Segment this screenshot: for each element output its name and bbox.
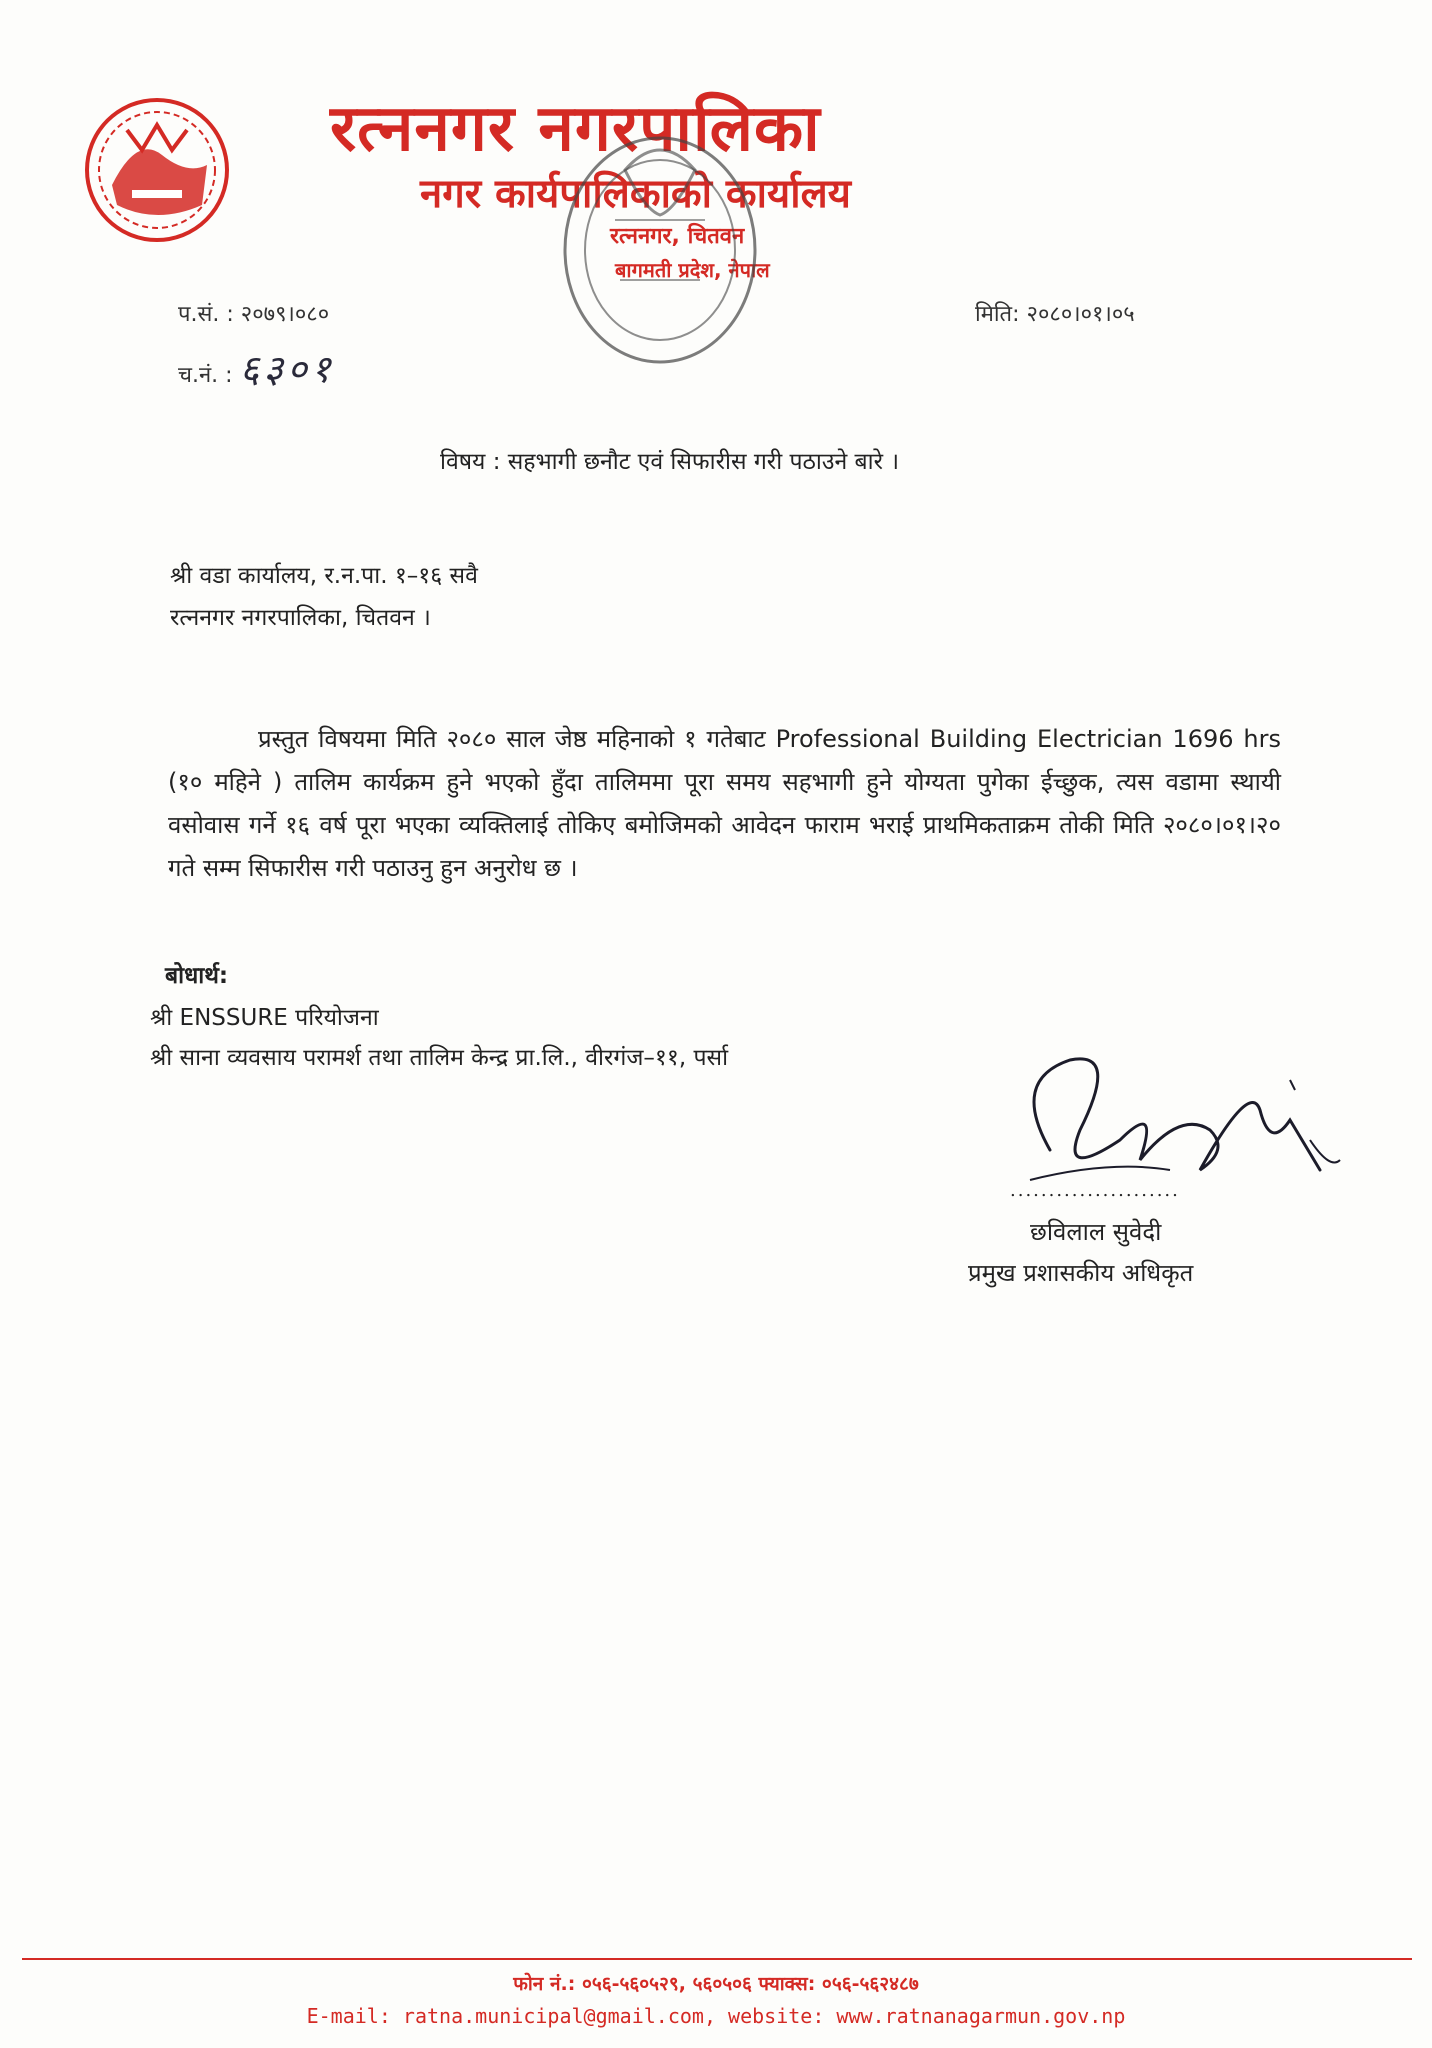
- recipient-line-2: रत्ननगर नगरपालिका, चितवन ।: [170, 605, 431, 631]
- letter-body: [168, 718, 1281, 890]
- date-line: [975, 298, 1135, 328]
- office-province: बागमती प्रदेश, नेपाल: [615, 258, 770, 282]
- date-value: २०८०।०१।०५: [1026, 302, 1135, 327]
- office-location: रत्ननगर, चितवन: [610, 224, 745, 249]
- recipient-line-1: श्री वडा कार्यालय, र.न.पा. १–१६ सवै: [170, 563, 478, 589]
- ps-label: प.सं. :: [178, 302, 234, 327]
- cc-item-2: श्री साना व्यवसाय परामर्श तथा तालिम केन्द्र प्रा.लि., वीरगंज–११, पर्सा: [150, 1045, 729, 1071]
- cn-label: च.नं. :: [178, 363, 233, 388]
- signatory-name: छविलाल सुवेदी: [1030, 1218, 1162, 1246]
- body-paragraph: प्रस्तुत विषयमा मिति २०८० साल जेष्ठ महिनाको १ गतेबाट Professional Building Electrician 1696 hrs (१० महिने ) तालिम कार्यक्रम हुने भएको हुँदा तालिममा पूरा समय सहभागी हुने योग्यता पुगेका ईच्छुक, त्यस वडामा स्थायी वसोवास गर्ने १६ वर्ष पूरा भएका व्यक्तिलाई तोकिए बमोजिमको आवेदन फाराम भराई प्राथमिकताक्रम तोकी मिति २०८०।०१।२० गते सम्म सिफारीस गरी पठाउनु हुन अनुरोध छ ।: [168, 725, 1281, 882]
- footer-divider: [22, 1958, 1412, 1960]
- footer-phone-fax: फोन नं.: ०५६-५६०५२९, ५६०५०६ फ्याक्स: ०५६-५६२४८७: [513, 1973, 919, 1995]
- letter-subject: विषय : सहभागी छनौट एवं सिफारीस गरी पठाउने बारे ।: [440, 449, 900, 475]
- nepal-emblem-logo: [82, 95, 232, 245]
- cn-value-handwritten: ६३०१: [239, 347, 335, 391]
- cn-number-label: [178, 342, 335, 394]
- date-label: मिति:: [975, 302, 1020, 327]
- office-subtitle: नगर कार्यपालिकाको कार्यालय: [420, 171, 851, 217]
- footer-email-website: E-mail: ratna.municipal@gmail.com, website: www.ratnanagarmun.gov.np: [306, 2004, 1126, 2028]
- office-seal-stamp: [555, 100, 765, 370]
- signatory-title: प्रमुख प्रशासकीय अधिकृत: [968, 1259, 1194, 1287]
- ps-number-label: [178, 298, 329, 328]
- ps-value: २०७९।०८०: [240, 302, 330, 327]
- signature-dotted-line: ......................: [1010, 1180, 1180, 1201]
- municipality-title: रत्ननगर नगरपालिका: [330, 92, 821, 166]
- cc-heading: बोधार्थ:: [165, 963, 229, 989]
- cc-item-1: श्री ENSSURE परियोजना: [150, 1005, 379, 1031]
